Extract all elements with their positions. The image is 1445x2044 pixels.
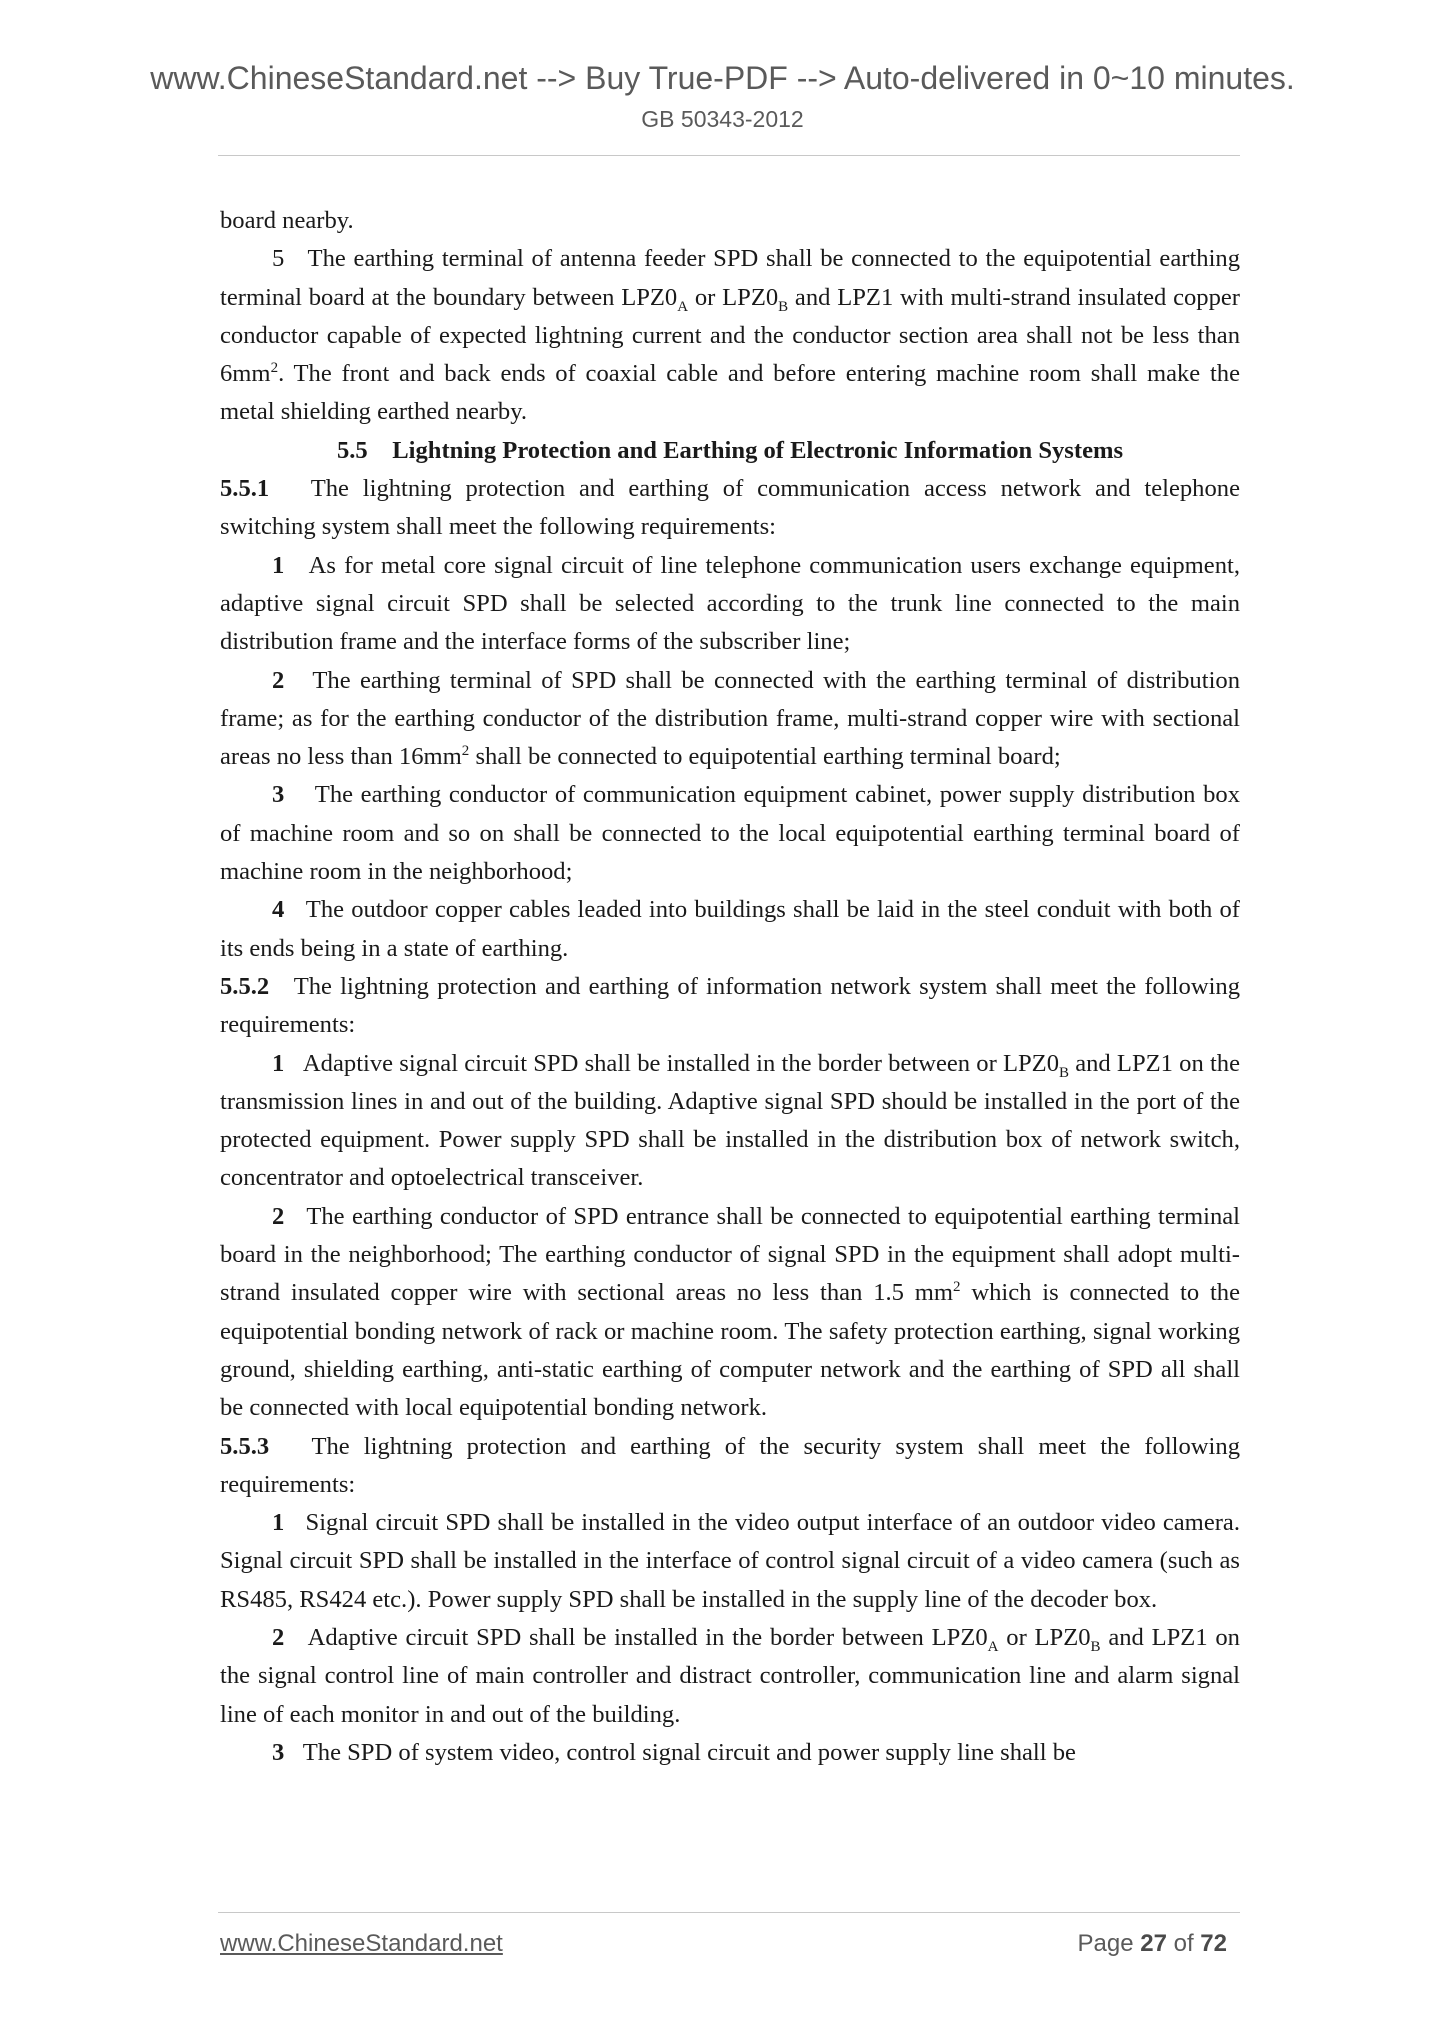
item-text: Signal circuit SPD shall be installed in the video output interface of an outdoor video camera. Signal circuit SPD shall be installed in the interface of control signal circuit of a video camera (such as RS485, RS424 etc.). Power supply SPD shall be installed in the supply line of the decoder box. (220, 1509, 1240, 1613)
item-number: 1 (272, 1509, 285, 1537)
item-text: The outdoor copper cables leaded into buildings shall be laid in the steel conduit with both of its ends being in a state of earthing. (220, 896, 1240, 962)
item-number: 1 (272, 551, 285, 579)
document-body (220, 202, 1240, 1772)
header-divider (218, 155, 1240, 156)
clause-number: 5.5.3 (220, 1432, 270, 1460)
footer-site-link[interactable]: www.ChineseStandard.net (220, 1930, 503, 1957)
item-number: 2 (272, 1202, 285, 1230)
page-word: Page (1077, 1930, 1134, 1957)
item-number: 3 (272, 781, 285, 809)
item-text: or LPZ0 (688, 283, 779, 311)
item-number: 2 (272, 666, 285, 694)
item-text: shall be connected to equipotential earthing terminal board; (469, 743, 1061, 771)
item-5-paragraph (220, 240, 1240, 431)
item-text: The earthing terminal of antenna feeder SPD shall be connected to the equipotential earthing terminal board at the boundary between LPZ0 (220, 245, 1241, 311)
clause-text: The lightning protection and earthing of communication access network and telephone switching system shall meet the following requirements: (220, 475, 1240, 541)
superscript: 2 (461, 742, 470, 759)
item-text: . The front and back ends of coaxial cable and before entering machine room shall make the metal shielding earthed nearby. (220, 360, 1240, 426)
item-text: The SPD of system video, control signal circuit and power supply line shall be (302, 1738, 1076, 1766)
subscript: B (1059, 1064, 1070, 1081)
item-text: or LPZ0 (998, 1623, 1091, 1651)
list-item (220, 1619, 1240, 1734)
section-heading-5-5: 5.5 Lightning Protection and Earthing of Electronic Information Systems (336, 436, 1124, 464)
footer-divider (218, 1912, 1240, 1913)
page-counter (1078, 1930, 1228, 1958)
list-item (220, 1734, 1240, 1772)
list-item (220, 1504, 1240, 1619)
page-total: 72 (1200, 1930, 1227, 1957)
item-text: and LPZ1 on the signal control line of main controller and distract controller, communication line and alarm signal line of each monitor in and out of the building. (220, 1623, 1240, 1728)
list-item (220, 1045, 1240, 1198)
item-number: 4 (272, 896, 285, 924)
paragraph-continuation: board nearby. (220, 207, 354, 234)
clause-5-5-3 (220, 1428, 1240, 1505)
item-text: and LPZ1 on the transmission lines in and out of the building. Adaptive signal SPD should be installed in the port of the protected equipment. Power supply SPD shall be installed in the distribution box of network switch, concentrator and optoelectrical transceiver. (220, 1049, 1241, 1192)
item-text: Adaptive signal circuit SPD shall be installed in the border between or LPZ0 (302, 1049, 1059, 1077)
list-item (220, 1198, 1240, 1428)
clause-number: 5.5.1 (220, 475, 270, 503)
list-item (220, 776, 1240, 891)
item-text: Adaptive circuit SPD shall be installed in the border between LPZ0 (307, 1623, 988, 1651)
superscript: 2 (270, 360, 279, 376)
item-text: As for metal core signal circuit of line telephone communication users exchange equipment, adaptive signal circuit SPD shall be selected according to the trunk line connected to the main distribution frame and the interface forms of the subscriber line; (220, 551, 1240, 656)
clause-5-5-2 (220, 968, 1240, 1045)
subscript: A (987, 1638, 999, 1655)
list-item (220, 547, 1240, 662)
item-text: The earthing conductor of SPD entrance shall be connected to equipotential earthing terminal board in the neighborhood; The earthing conductor of signal SPD in the equipment shall adopt multi-strand insulated copper wire with sectional areas no less than 1.5 mm (220, 1202, 1240, 1307)
item-text: The earthing conductor of communication equipment cabinet, power supply distribution box of machine room and so on shall be connected to the local equipotential earthing terminal board of machine room in the neighborhood; (220, 781, 1240, 886)
page-footer (0, 1930, 1445, 1966)
superscript: 2 (953, 1279, 961, 1296)
item-number: 1 (272, 1049, 285, 1077)
clause-5-5-1 (220, 470, 1240, 547)
subscript: B (1090, 1638, 1101, 1655)
page-current: 27 (1140, 1930, 1167, 1957)
page-header (0, 58, 1445, 134)
item-text: and LPZ1 with multi-strand insulated copper conductor capable of expected lightning current and the conductor section area shall not be less than 6mm (220, 283, 1240, 388)
standard-code: GB 50343-2012 (641, 106, 804, 132)
item-text: which is connected to the equipotential bonding network of rack or machine room. The safety protection earthing, signal working ground, shielding earthing, anti-static earthing of computer network and the earthing of SPD all shall be connected with local equipotential bonding network. (220, 1279, 1240, 1422)
subscript: B (778, 298, 789, 315)
subscript: A (677, 298, 689, 315)
list-item (220, 662, 1240, 777)
header-banner: www.ChineseStandard.net --> Buy True-PDF --> Auto-delivered in 0~10 minutes. (150, 60, 1295, 96)
item-text: The earthing terminal of SPD shall be connected with the earthing terminal of distribution frame; as for the earthing conductor of the distribution frame, multi-strand copper wire with sectional areas no less than 16mm (220, 666, 1240, 771)
clause-text: The lightning protection and earthing of the security system shall meet the following requirements: (220, 1432, 1240, 1498)
item-number: 3 (272, 1738, 285, 1766)
clause-number: 5.5.2 (220, 972, 270, 1000)
of-word: of (1173, 1930, 1194, 1957)
clause-text: The lightning protection and earthing of information network system shall meet the following requirements: (220, 972, 1241, 1039)
list-item (220, 891, 1240, 968)
item-number: 5 (272, 245, 285, 273)
item-number: 2 (272, 1623, 285, 1651)
